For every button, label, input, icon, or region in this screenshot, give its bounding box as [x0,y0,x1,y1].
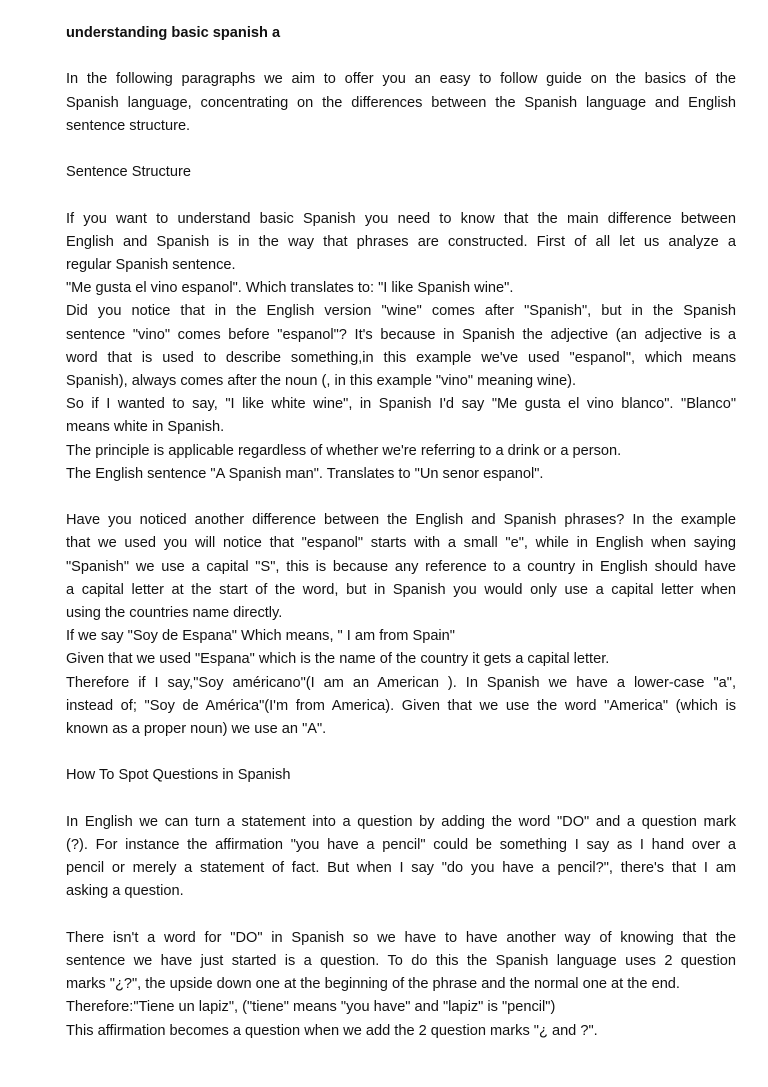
text-line: Did you notice that in the English version "wine" comes after "Spanish", but in the Spanish [66,303,736,320]
questions-paragraph [66,811,736,904]
text-line: regular Spanish sentence. [66,256,236,273]
text-line: If you want to understand basic Spanish you need to know that the main difference between [66,210,736,227]
text-line: sentence structure. [66,117,191,134]
text-line: Given that we used "Espana" which is the name of the country it gets a capital letter. [66,651,610,668]
document-page [66,22,736,1066]
text-line: a capital letter at the start of the word, but in Spanish you would only use a capital letter when [66,581,736,598]
document-title: understanding basic spanish a [66,25,281,41]
text-line: Spanish language, concentrating on the differences between the Spanish language and English [66,94,736,111]
text-line: sentence "vino" comes before "espanol"? It's because in Spanish the adjective (an adjective is a [66,326,736,343]
text-line: using the countries name directly. [66,605,283,622]
text-line: marks "¿?", the upside down one at the beginning of the phrase and the normal one at the end. [66,976,680,993]
text-line: If we say "Soy de Espana" Which means, " I am from Spain" [66,628,455,645]
intro-paragraph [66,68,736,138]
text-line: Therefore:"Tiene un lapiz", ("tiene" means "you have" and "lapiz" is "pencil") [66,999,556,1016]
text-line: Spanish), always comes after the noun (, in this example "vino" meaning wine). [66,373,577,389]
text-line: "Spanish" we use a capital "S", this is because any reference to a country in English should have [66,558,736,575]
text-line: pencil or merely a statement of fact. But when I say "do you have a pencil?", there's that I am [66,860,736,877]
text-line: Therefore if I say,"Soy américano"(I am an American ). In Spanish we have a lower-case "a", [66,674,736,691]
text-line: sentence we have just started is a question. To do this the Spanish language uses 2 question [66,953,736,970]
text-line: (?). For instance the affirmation "you have a pencil" could be something I say as I hand over a [66,837,736,854]
text-line: English and Spanish is in the way that phrases are constructed. First of all let us analyze a [66,233,736,250]
text-line: There isn't a word for "DO" in Spanish so we have to have another way of knowing that the [66,929,736,946]
text-line: This affirmation becomes a question when we add the 2 question marks "¿ and ?". [66,1022,598,1039]
section-heading-questions: How To Spot Questions in Spanish [66,767,291,784]
text-line: In the following paragraphs we aim to offer you an easy to follow guide on the basics of the [66,71,736,88]
text-line: Have you noticed another difference between the English and Spanish phrases? In the example [66,512,736,529]
text-line: word that is used to describe something,in this example we've used "espanol", which means [66,349,736,366]
sentence-structure-paragraph [66,208,736,486]
text-line: "Me gusta el vino espanol". Which translates to: "I like Spanish wine". [66,280,514,297]
text-line: asking a question. [66,883,184,900]
text-line: So if I wanted to say, "I like white wine", in Spanish I'd say "Me gusta el vino blanco". "Blanco" [66,396,736,413]
text-line: means white in Spanish. [66,419,225,436]
section-heading-sentence-structure: Sentence Structure [66,164,191,181]
text-line: The English sentence "A Spanish man". Translates to "Un senor espanol". [66,465,544,482]
text-line: that we used you will notice that "espanol" starts with a small "e", while in English when saying [66,535,736,552]
text-line: The principle is applicable regardless of whether we're referring to a drink or a person. [66,442,622,459]
capital-letter-paragraph [66,509,736,741]
text-line: known as a proper noun) we use an "A". [66,721,327,738]
text-line: In English we can turn a statement into a question by adding the word "DO" and a question mark [66,813,736,830]
text-line: instead of; "Soy de América"(I'm from America). Given that we use the word "America" (which is [66,697,736,714]
question-marks-paragraph [66,927,736,1043]
